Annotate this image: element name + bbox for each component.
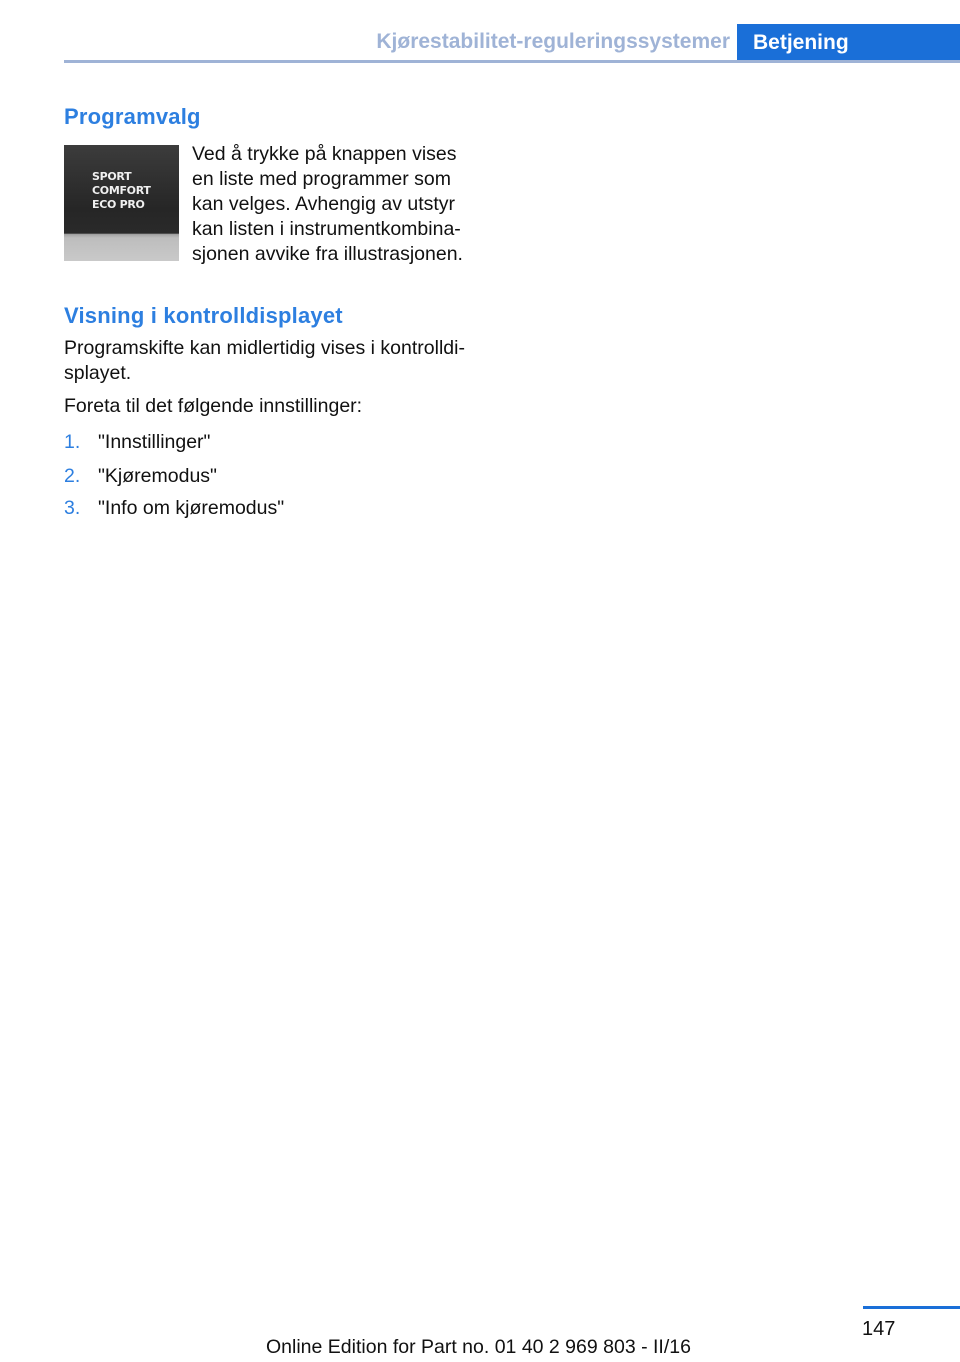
section-heading-visning: Visning i kontrolldisplayet [64,303,343,328]
step-text: "Innstillinger" [98,431,211,453]
step-number: 1. [64,431,81,453]
display-option-eco-pro: ECO PRO [92,198,145,211]
display-intro-text: Foreta til det følgende innstillinger: [64,395,363,417]
display-paragraph-line-1: Programskifte kan midlertidig vises i kontrolldi‐ [64,337,465,359]
step-text: "Kjøremodus" [98,465,217,487]
header-rule [64,60,960,63]
running-header-tab: Betjening [737,24,960,62]
display-option-sport: SPORT [92,170,132,183]
program-paragraph-line-3: kan velges. Avhengig av utstyr [192,193,456,215]
display-option-comfort: COMFORT [92,184,151,197]
footer-rule [863,1306,960,1309]
program-paragraph-line-4: kan listen i instrumentkombina‐ [192,218,461,240]
section-heading-programvalg: Programvalg [64,104,201,129]
running-header-section: Kjørestabilitet-reguleringssystemer [376,30,730,53]
step-number: 3. [64,497,81,519]
program-paragraph-line-1: Ved å trykke på knappen vises [192,143,457,165]
program-paragraph-line-2: en liste med programmer som [192,168,452,190]
step-number: 2. [64,465,81,487]
step-text: "Info om kjøremodus" [98,497,285,519]
program-selection-display-image [64,145,179,261]
page-number: 147 [862,1318,896,1340]
display-paragraph-line-2: splayet. [64,362,132,384]
program-paragraph-line-5: sjonen avvike fra illustrasjonen. [192,243,463,265]
footer-edition-text: Online Edition for Part no. 01 40 2 969 803 - II/16 [266,1336,691,1358]
